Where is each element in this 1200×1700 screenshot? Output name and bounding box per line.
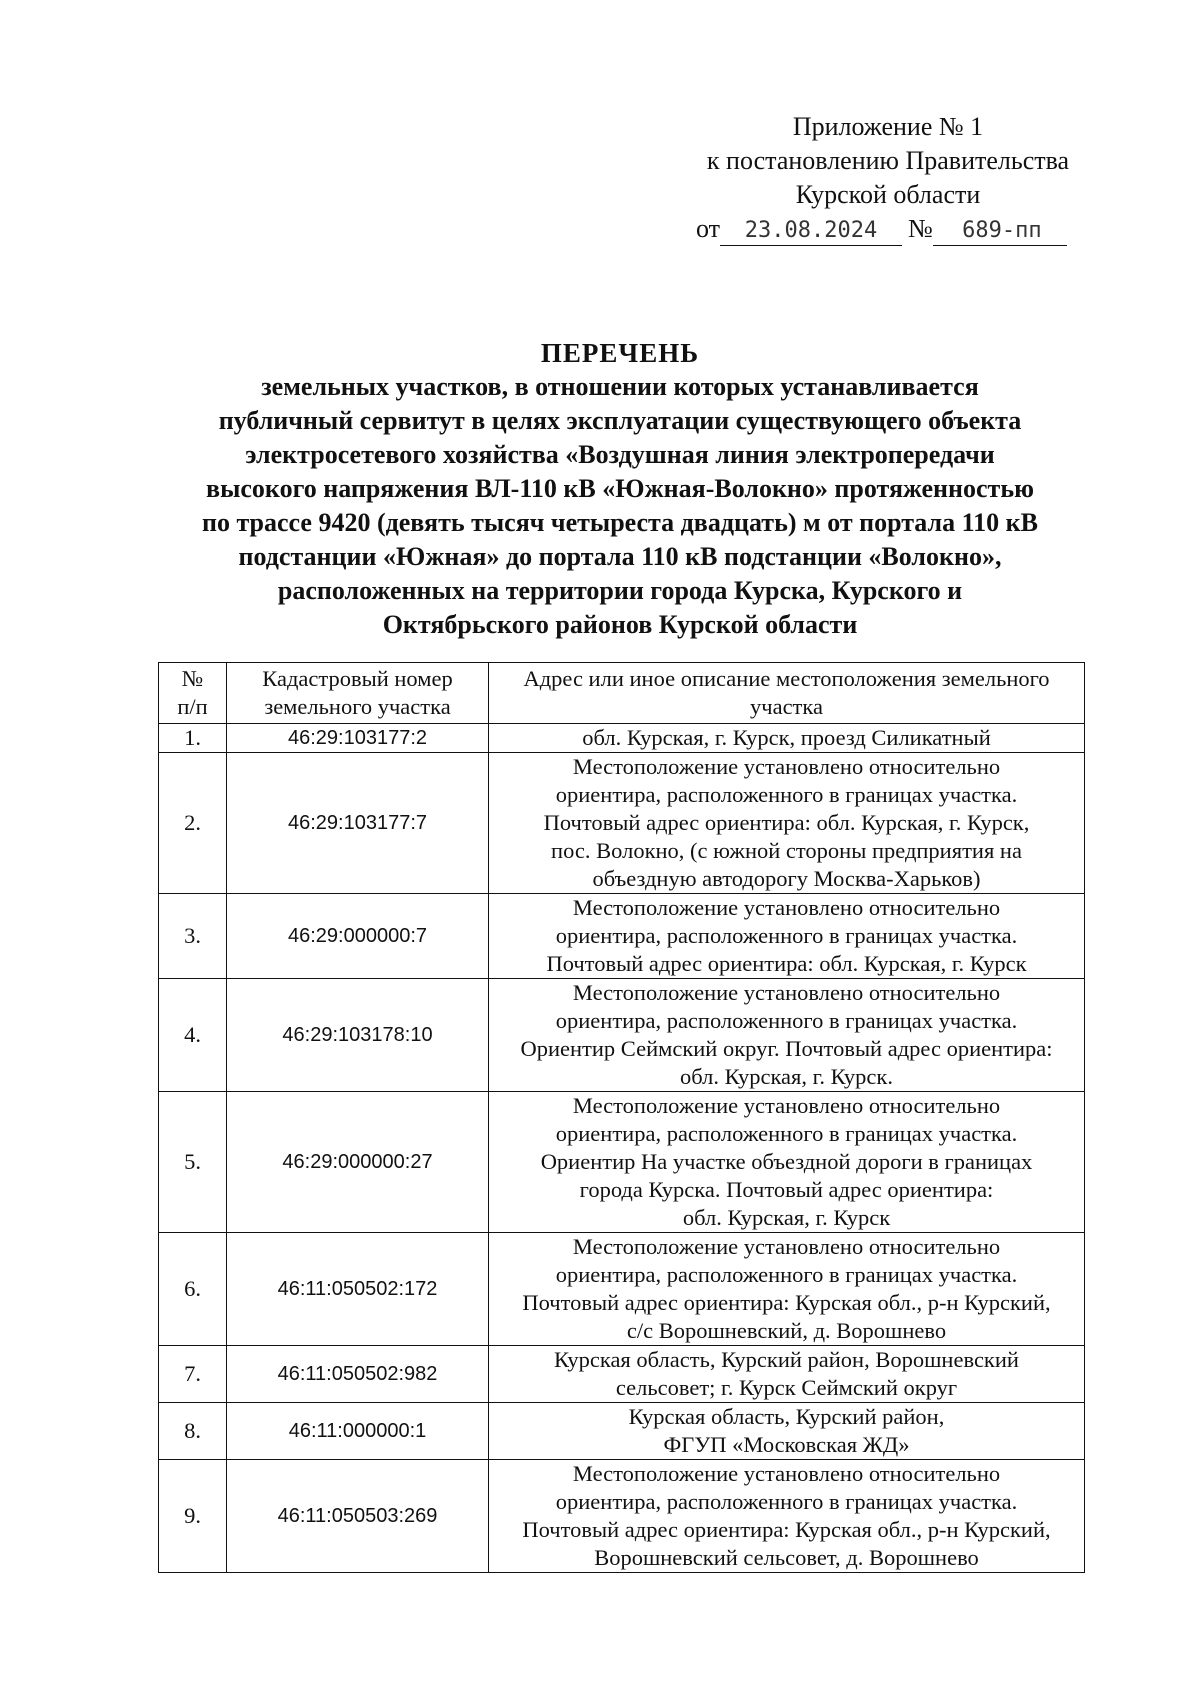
address-line: города Курска. Почтовый адрес ориентира: bbox=[579, 1177, 994, 1202]
address-line: ориентира, расположенного в границах участка. bbox=[555, 923, 1018, 948]
address-line: обл. Курская, г. Курск, проезд Силикатный bbox=[582, 725, 991, 750]
address-line: Ворошневский сельсовет, д. Ворошнево bbox=[594, 1545, 979, 1570]
address-line: ориентира, расположенного в границах участка. bbox=[555, 782, 1018, 807]
row-number: 7. bbox=[159, 1346, 227, 1403]
address-cell bbox=[489, 724, 1085, 753]
cadastral-number: 46:29:103177:2 bbox=[227, 724, 489, 753]
table-row bbox=[159, 979, 1085, 1092]
row-number: 9. bbox=[159, 1460, 227, 1573]
address-line: Почтовый адрес ориентира: Курская обл., р-н Курский, bbox=[522, 1517, 1051, 1542]
title-line: электросетевого хозяйства «Воздушная линия электропередачи bbox=[245, 440, 995, 469]
table-row bbox=[159, 1346, 1085, 1403]
address-line: Местоположение установлено относительно bbox=[572, 1461, 1001, 1486]
address-line: с/с Ворошневский, д. Ворошнево bbox=[626, 1318, 947, 1343]
number-prefix: № bbox=[908, 214, 933, 243]
appendix-header bbox=[688, 110, 1088, 246]
appendix-title: Приложение № 1 bbox=[792, 112, 984, 141]
row-number: 3. bbox=[159, 894, 227, 979]
cadastral-number: 46:29:000000:7 bbox=[227, 894, 489, 979]
row-number: 4. bbox=[159, 979, 227, 1092]
header-text: № bbox=[181, 666, 204, 691]
address-line: ориентира, расположенного в границах участка. bbox=[555, 1121, 1018, 1146]
address-line: Почтовый адрес ориентира: обл. Курская, г. Курск bbox=[546, 951, 1027, 976]
table-row bbox=[159, 724, 1085, 753]
appendix-region-line: Курской области bbox=[795, 180, 981, 209]
cadastral-number: 46:29:000000:27 bbox=[227, 1092, 489, 1233]
address-cell bbox=[489, 753, 1085, 894]
row-number: 5. bbox=[159, 1092, 227, 1233]
address-line: ориентира, расположенного в границах участка. bbox=[555, 1489, 1018, 1514]
table-row bbox=[159, 1092, 1085, 1233]
table-body bbox=[159, 724, 1085, 1573]
address-cell bbox=[489, 1346, 1085, 1403]
title-line: Октябрьского районов Курской области bbox=[382, 610, 858, 639]
address-line: ФГУП «Московская ЖД» bbox=[663, 1432, 910, 1457]
cadastral-number: 46:29:103178:10 bbox=[227, 979, 489, 1092]
address-line: Почтовый адрес ориентира: Курская обл., р-н Курский, bbox=[522, 1290, 1051, 1315]
table-header-row bbox=[159, 663, 1085, 724]
title-line: подстанции «Южная» до портала 110 кВ подстанции «Волокно», bbox=[238, 542, 1002, 571]
table-row bbox=[159, 753, 1085, 894]
address-line: Ориентир Сеймский округ. Почтовый адрес ориентира: bbox=[520, 1036, 1053, 1061]
address-line: обл. Курская, г. Курск bbox=[682, 1205, 891, 1230]
address-line: Курская область, Курский район, bbox=[628, 1404, 945, 1429]
address-line: Ориентир На участке объездной дороги в границах bbox=[540, 1149, 1033, 1174]
header-address bbox=[489, 663, 1085, 724]
row-number: 2. bbox=[159, 753, 227, 894]
address-cell bbox=[489, 1233, 1085, 1346]
header-text: Кадастровый номер bbox=[262, 666, 453, 691]
address-line: Местоположение установлено относительно bbox=[572, 1234, 1001, 1259]
cadastral-number: 46:29:103177:7 bbox=[227, 753, 489, 894]
date-value: 23.08.2024 bbox=[720, 217, 902, 246]
address-cell bbox=[489, 979, 1085, 1092]
header-cadastral bbox=[227, 663, 489, 724]
title-line: по трассе 9420 (девять тысяч четыреста двадцать) м от портала 110 кВ bbox=[201, 508, 1039, 537]
row-number: 6. bbox=[159, 1233, 227, 1346]
title-heading: ПЕРЕЧЕНЬ bbox=[540, 338, 700, 368]
address-line: обл. Курская, г. Курск. bbox=[680, 1064, 893, 1089]
row-number: 1. bbox=[159, 724, 227, 753]
address-cell bbox=[489, 1403, 1085, 1460]
land-plots-table bbox=[158, 662, 1085, 1573]
address-line: Местоположение установлено относительно bbox=[572, 895, 1001, 920]
appendix-resolution-line: к постановлению Правительства bbox=[706, 146, 1070, 175]
title-line: расположенных на территории города Курска, Курского и bbox=[277, 576, 963, 605]
title-line: земельных участков, в отношении которых устанавливается bbox=[261, 372, 979, 401]
table-row bbox=[159, 1403, 1085, 1460]
document-title bbox=[160, 336, 1080, 642]
cadastral-number: 46:11:000000:1 bbox=[227, 1403, 489, 1460]
title-line: высокого напряжения ВЛ-110 кВ «Южная-Волокно» протяженностью bbox=[206, 474, 1034, 503]
row-number: 8. bbox=[159, 1403, 227, 1460]
header-text: Адрес или иное описание местоположения земельного bbox=[523, 666, 1050, 691]
address-cell bbox=[489, 894, 1085, 979]
address-cell bbox=[489, 1460, 1085, 1573]
address-line: Местоположение установлено относительно bbox=[572, 980, 1001, 1005]
address-line: ориентира, расположенного в границах участка. bbox=[555, 1008, 1018, 1033]
appendix-date-line bbox=[688, 212, 1088, 246]
address-line: Местоположение установлено относительно bbox=[572, 754, 1001, 779]
table-row bbox=[159, 1233, 1085, 1346]
header-num bbox=[159, 663, 227, 724]
title-line: публичный сервитут в целях эксплуатации существующего объекта bbox=[218, 406, 1022, 435]
address-line: пос. Волокно, (с южной стороны предприятия на bbox=[551, 838, 1022, 863]
header-text: земельного участка bbox=[264, 694, 451, 719]
address-cell bbox=[489, 1092, 1085, 1233]
cadastral-number: 46:11:050503:269 bbox=[227, 1460, 489, 1573]
cadastral-number: 46:11:050502:172 bbox=[227, 1233, 489, 1346]
table-row bbox=[159, 1460, 1085, 1573]
table-row bbox=[159, 894, 1085, 979]
date-prefix: от bbox=[696, 214, 721, 243]
cadastral-number: 46:11:050502:982 bbox=[227, 1346, 489, 1403]
header-text: п/п bbox=[177, 694, 208, 719]
header-text: участка bbox=[750, 694, 823, 719]
address-line: сельсовет; г. Курск Сеймский округ bbox=[615, 1375, 958, 1400]
address-line: Местоположение установлено относительно bbox=[572, 1093, 1001, 1118]
number-value: 689-пп bbox=[933, 217, 1067, 246]
address-line: ориентира, расположенного в границах участка. bbox=[555, 1262, 1018, 1287]
address-line: Почтовый адрес ориентира: обл. Курская, г. Курск, bbox=[543, 810, 1030, 835]
address-line: Курская область, Курский район, Ворошневский bbox=[554, 1347, 1019, 1372]
address-line: объездную автодорогу Москва-Харьков) bbox=[592, 866, 981, 891]
